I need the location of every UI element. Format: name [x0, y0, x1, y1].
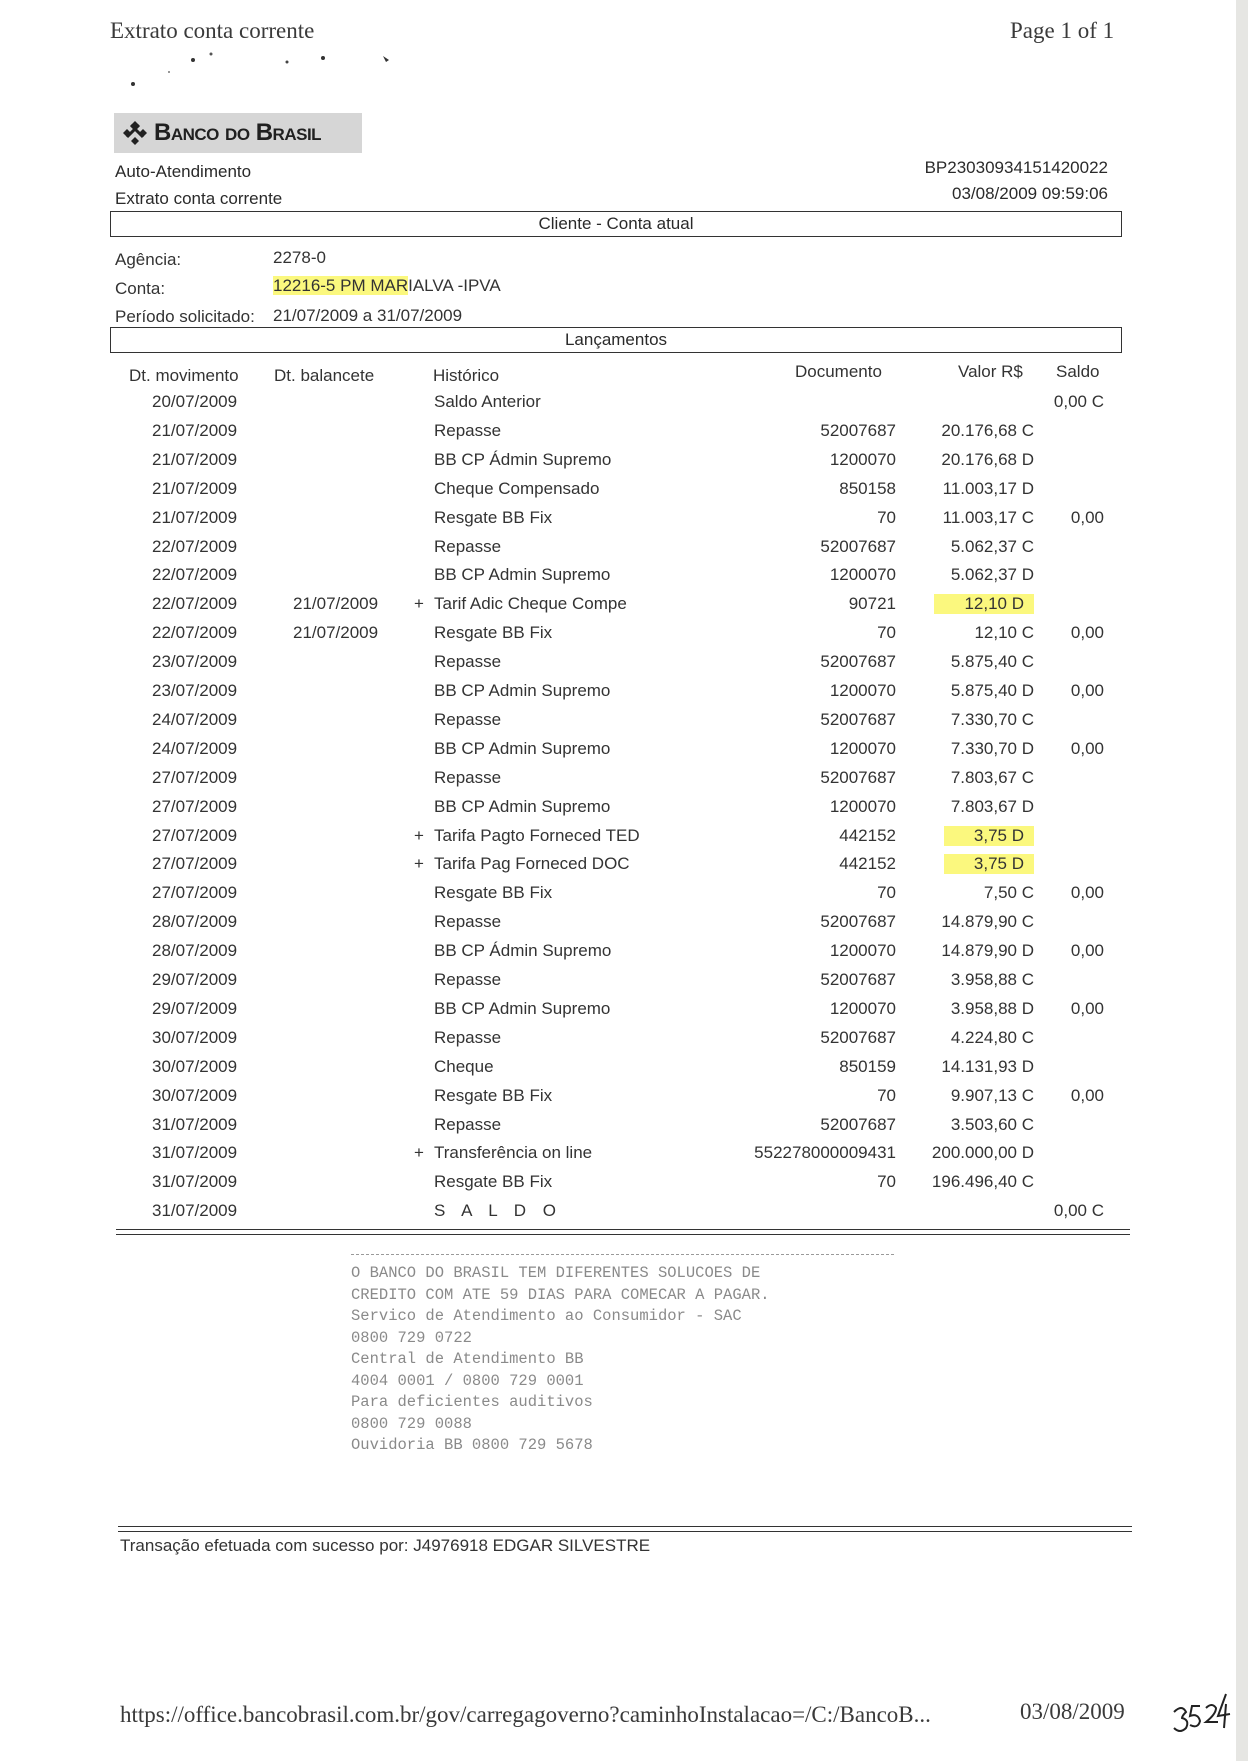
cell-valor: 3.503,60 C	[950, 1114, 1034, 1134]
cell-documento: 442152	[839, 825, 896, 845]
periodo-value: 21/07/2009 a 31/07/2009	[273, 306, 463, 325]
message-line: Ouvidoria BB 0800 729 5678	[351, 1436, 593, 1454]
cell-valor: 3.958,88 D	[950, 998, 1034, 1018]
cell-documento: 70	[877, 883, 896, 903]
cell-valor: 7.330,70 C	[950, 709, 1034, 729]
cell-documento: 552278000009431	[754, 1143, 896, 1163]
table-row	[0, 1172, 1236, 1201]
cell-dt-movimento: 30/07/2009	[152, 1085, 238, 1105]
cell-valor: 20.176,68 D	[941, 449, 1034, 469]
print-footer-url: https://office.bancobrasil.com.br/gov/carregagoverno?caminhoInstalacao=/C:/BancoB...	[120, 1702, 931, 1727]
cell-valor: 196.496,40 C	[931, 1172, 1034, 1192]
cell-dt-movimento: 21/07/2009	[152, 449, 238, 469]
cell-dt-balancete: 21/07/2009	[293, 623, 379, 643]
cell-saldo: 0,00 C	[1053, 392, 1104, 411]
cell-documento: 1200070	[829, 449, 896, 469]
cell-documento: 850159	[839, 1056, 896, 1076]
cell-documento: 52007687	[820, 709, 896, 729]
cell-documento: 52007687	[820, 536, 896, 556]
cell-plus-marker: +	[414, 825, 424, 845]
bank-service-message	[351, 1263, 770, 1457]
lancamentos-title: Lançamentos	[110, 327, 1122, 353]
cell-valor: 20.176,68 C	[941, 420, 1034, 440]
agencia-label: Agência:	[115, 250, 182, 269]
col-dt-balancete: Dt. balancete	[274, 366, 375, 385]
cell-valor: 14.131,93 D	[941, 1056, 1034, 1076]
message-line: O BANCO DO BRASIL TEM DIFERENTES SOLUCOES DE	[351, 1264, 761, 1282]
cell-documento: 1200070	[829, 998, 896, 1018]
cell-valor: 5.062,37 C	[950, 536, 1034, 556]
cell-valor: 14.879,90 C	[941, 912, 1034, 932]
cell-valor: 12,10 C	[974, 623, 1034, 643]
table-row	[0, 1028, 1236, 1057]
print-footer-date: 03/08/2009	[1020, 1699, 1125, 1724]
cell-plus-marker: +	[414, 1143, 424, 1163]
header-auto-atendimento: Auto-Atendimento	[115, 162, 252, 181]
table-row	[0, 970, 1236, 999]
cell-saldo: 0,00	[1070, 681, 1104, 700]
cell-historico: Repasse	[434, 767, 502, 787]
conta-label: Conta:	[115, 279, 166, 298]
cell-historico: Resgate BB Fix	[434, 1172, 553, 1192]
cell-documento: 52007687	[820, 420, 896, 440]
table-row	[0, 797, 1236, 826]
table-bottom-rule-2	[116, 1234, 1130, 1235]
cell-historico: Repasse	[434, 1027, 502, 1047]
cell-saldo: 0,00	[1070, 998, 1104, 1018]
cell-historico: BB CP Ádmin Supremo	[434, 941, 612, 961]
table-row	[0, 826, 1236, 855]
cell-historico: Tarif Adic Cheque Compe	[434, 594, 627, 614]
table-row	[0, 1143, 1236, 1172]
cell-dt-movimento: 22/07/2009	[152, 565, 238, 585]
table-row	[0, 1086, 1236, 1115]
message-line: 0800 729 0088	[351, 1414, 472, 1433]
cell-saldo: 0,00	[1070, 623, 1104, 643]
cell-valor: 5.875,40 C	[950, 652, 1034, 672]
cell-documento: 70	[877, 1172, 896, 1192]
cell-valor: 3,75 D	[944, 854, 1034, 874]
message-line: Central de Atendimento BB	[351, 1350, 584, 1368]
cell-dt-movimento: 27/07/2009	[152, 767, 238, 787]
scan-edge	[1236, 0, 1248, 1761]
cell-dt-movimento: 27/07/2009	[152, 825, 238, 845]
header-code: BP23030934151420022	[924, 158, 1108, 177]
cell-historico: Saldo Anterior	[434, 392, 541, 411]
cell-documento: 90721	[848, 594, 896, 614]
conta-highlighted: 12216-5 PM MAR	[273, 276, 409, 295]
cell-dt-movimento: 30/07/2009	[152, 1027, 238, 1047]
cell-dt-movimento: 29/07/2009	[152, 998, 238, 1018]
cell-historico: Resgate BB Fix	[434, 1085, 553, 1105]
footer-rule-2	[118, 1531, 1132, 1532]
cell-valor: 9.907,13 C	[950, 1085, 1034, 1105]
cell-dt-movimento: 27/07/2009	[152, 883, 238, 903]
cell-saldo: 0,00	[1070, 941, 1104, 961]
cell-dt-movimento: 21/07/2009	[152, 507, 238, 527]
table-row	[0, 1057, 1236, 1086]
cell-historico: BB CP Admin Supremo	[434, 565, 611, 585]
cell-dt-movimento: 21/07/2009	[152, 420, 238, 440]
cell-documento: 52007687	[820, 652, 896, 672]
col-documento: Documento	[795, 362, 882, 381]
col-historico: Histórico	[433, 366, 500, 385]
table-row	[0, 652, 1236, 681]
cell-dt-movimento: 20/07/2009	[152, 392, 238, 411]
cell-valor: 7.803,67 C	[950, 767, 1034, 787]
cell-historico: Tarifa Pagto Forneced TED	[434, 825, 640, 845]
periodo-label: Período solicitado:	[115, 307, 255, 326]
cell-documento: 70	[877, 507, 896, 527]
cell-documento: 1200070	[829, 681, 896, 700]
header-extrato: Extrato conta corrente	[115, 189, 283, 208]
table-row	[0, 508, 1236, 537]
footer-rule	[118, 1526, 1132, 1527]
col-dt-movimento: Dt. movimento	[129, 366, 239, 385]
cell-historico: Resgate BB Fix	[434, 883, 553, 903]
cell-valor: 11.003,17 C	[942, 507, 1034, 527]
cell-valor: 7.803,67 D	[950, 796, 1034, 816]
cell-dt-balancete: 21/07/2009	[293, 594, 379, 614]
table-row	[0, 392, 1236, 421]
cell-historico: Repasse	[434, 652, 502, 672]
cell-saldo: 0,00	[1070, 1085, 1104, 1105]
cell-valor: 7.330,70 D	[950, 738, 1034, 758]
cell-dt-movimento: 28/07/2009	[152, 941, 238, 961]
bb-logo-icon	[122, 120, 148, 146]
cell-dt-movimento: 31/07/2009	[152, 1201, 238, 1221]
cell-valor: 3.958,88 C	[950, 970, 1034, 989]
cell-dt-movimento: 31/07/2009	[152, 1143, 238, 1163]
cell-valor: 5.062,37 D	[950, 565, 1034, 585]
cell-historico: BB CP Admin Supremo	[434, 796, 611, 816]
cell-saldo: 0,00	[1070, 883, 1104, 903]
cell-documento: 52007687	[820, 1027, 896, 1047]
table-row	[0, 421, 1236, 450]
cell-historico: Cheque	[434, 1056, 494, 1076]
table-row	[0, 768, 1236, 797]
cell-historico: Tarifa Pag Forneced DOC	[434, 854, 630, 874]
cell-historico: Resgate BB Fix	[434, 623, 553, 643]
table-row	[0, 479, 1236, 508]
cell-historico: Repasse	[434, 912, 502, 932]
print-page-number: Page 1 of 1	[1010, 18, 1115, 43]
cell-historico: Repasse	[434, 1114, 502, 1134]
cell-dt-movimento: 21/07/2009	[152, 478, 238, 498]
cell-valor: 4.224,80 C	[950, 1027, 1034, 1047]
cell-dt-movimento: 24/07/2009	[152, 738, 238, 758]
cell-historico: S A L D O	[434, 1201, 563, 1221]
client-section-title: Cliente - Conta atual	[110, 211, 1122, 237]
table-row	[0, 883, 1236, 912]
table-bottom-rule	[116, 1229, 1130, 1230]
transaction-confirmation: Transação efetuada com sucesso por: J4976918 EDGAR SILVESTRE	[120, 1536, 651, 1555]
scan-specks	[125, 48, 405, 88]
cell-historico: Repasse	[434, 420, 502, 440]
agencia-value: 2278-0	[273, 248, 326, 267]
table-row	[0, 941, 1236, 970]
cell-dt-movimento: 22/07/2009	[152, 536, 238, 556]
table-row	[0, 912, 1236, 941]
header-datetime: 03/08/2009 09:59:06	[952, 184, 1108, 203]
cell-valor: 14.879,90 D	[941, 941, 1034, 961]
cell-documento: 70	[877, 623, 896, 643]
cell-dt-movimento: 24/07/2009	[152, 709, 238, 729]
col-saldo: Saldo	[1056, 362, 1100, 381]
cell-dt-movimento: 29/07/2009	[152, 970, 238, 989]
cell-historico: BB CP Admin Supremo	[434, 681, 611, 700]
cell-documento: 1200070	[829, 796, 896, 816]
table-row	[0, 450, 1236, 479]
col-valor: Valor R$	[958, 362, 1023, 381]
cell-valor: 3,75 D	[944, 826, 1034, 846]
table-row	[0, 681, 1236, 710]
table-row	[0, 1115, 1236, 1144]
cell-dt-movimento: 23/07/2009	[152, 681, 238, 700]
conta-value	[273, 276, 501, 296]
table-row	[0, 1201, 1236, 1230]
cell-dt-movimento: 31/07/2009	[152, 1114, 238, 1134]
cell-documento: 70	[877, 1085, 896, 1105]
message-line: 0800 729 0722	[351, 1328, 472, 1347]
message-line: Servico de Atendimento ao Consumidor - SAC	[351, 1307, 742, 1325]
table-row	[0, 999, 1236, 1028]
cell-documento: 442152	[839, 854, 896, 874]
logo-text: Banco do Brasil	[154, 119, 322, 146]
cell-dt-movimento: 22/07/2009	[152, 594, 238, 614]
cell-dt-movimento: 30/07/2009	[152, 1056, 238, 1076]
cell-historico: Repasse	[434, 536, 502, 556]
cell-historico: Transferência on line	[434, 1143, 593, 1163]
cell-historico: BB CP Admin Supremo	[434, 738, 611, 758]
cell-dt-movimento: 27/07/2009	[152, 796, 238, 816]
cell-saldo: 0,00	[1070, 738, 1104, 758]
cell-saldo: 0,00	[1070, 507, 1104, 527]
cell-documento: 52007687	[820, 1114, 896, 1134]
cell-documento: 850158	[839, 478, 896, 498]
table-row	[0, 623, 1236, 652]
cell-historico: BB CP Ádmin Supremo	[434, 449, 612, 469]
cell-dt-movimento: 27/07/2009	[152, 854, 238, 874]
cell-dt-movimento: 31/07/2009	[152, 1172, 238, 1192]
cell-documento: 1200070	[829, 565, 896, 585]
cell-documento: 1200070	[829, 738, 896, 758]
cell-valor: 7,50 C	[983, 883, 1034, 903]
print-header-title: Extrato conta corrente	[110, 18, 315, 43]
cell-historico: Cheque Compensado	[434, 478, 600, 498]
bank-logo	[114, 113, 362, 153]
table-row	[0, 854, 1236, 883]
cell-saldo: 0,00 C	[1053, 1201, 1104, 1221]
cell-dt-movimento: 28/07/2009	[152, 912, 238, 932]
message-line: 4004 0001 / 0800 729 0001	[351, 1371, 584, 1390]
table-row	[0, 537, 1236, 566]
cell-historico: Resgate BB Fix	[434, 507, 553, 527]
cell-valor: 200.000,00 D	[931, 1143, 1034, 1163]
cell-dt-movimento: 22/07/2009	[152, 623, 238, 643]
cell-documento: 1200070	[829, 941, 896, 961]
cell-historico: BB CP Admin Supremo	[434, 998, 611, 1018]
cell-plus-marker: +	[414, 854, 424, 874]
table-row	[0, 565, 1236, 594]
table-row	[0, 710, 1236, 739]
cell-dt-movimento: 23/07/2009	[152, 652, 238, 672]
message-separator	[351, 1254, 894, 1255]
cell-valor: 11.003,17 D	[942, 478, 1034, 498]
message-line: CREDITO COM ATE 59 DIAS PARA COMECAR A PAGAR.	[351, 1285, 770, 1304]
handwritten-page-number	[1170, 1690, 1232, 1740]
conta-rest: IALVA -IPVA	[408, 276, 501, 295]
cell-documento: 52007687	[820, 767, 896, 787]
table-row	[0, 594, 1236, 623]
cell-documento: 52007687	[820, 970, 896, 989]
cell-historico: Repasse	[434, 970, 502, 989]
table-row	[0, 739, 1236, 768]
cell-historico: Repasse	[434, 709, 502, 729]
cell-plus-marker: +	[414, 594, 424, 614]
cell-documento: 52007687	[820, 912, 896, 932]
cell-valor: 12,10 D	[934, 594, 1034, 614]
message-line: Para deficientes auditivos	[351, 1393, 593, 1411]
cell-valor: 5.875,40 D	[950, 681, 1034, 700]
